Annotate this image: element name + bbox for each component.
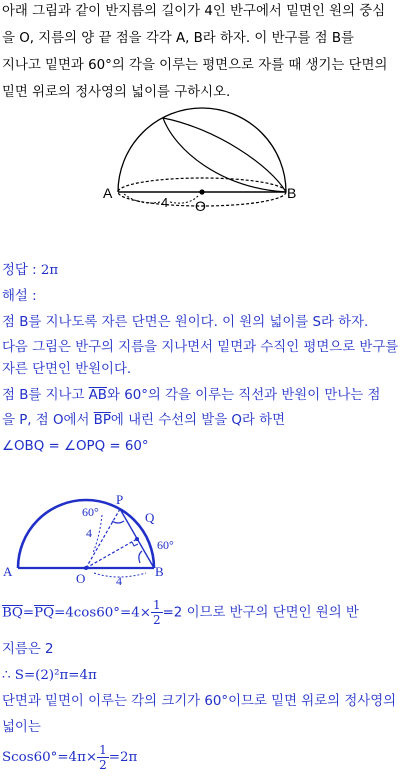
problem-line-1: 아래 그림과 같이 반지름의 길이가 4인 반구에서 밑면인 원의 중심 bbox=[2, 4, 386, 19]
label-4-base: 4 bbox=[116, 574, 122, 588]
semicircle-figure bbox=[0, 485, 400, 595]
label-o: O bbox=[195, 198, 206, 214]
label-60-right: 60° bbox=[157, 538, 174, 552]
problem-line-4: 밑면 위로의 정사영의 넓이를 구하시오. bbox=[2, 85, 231, 100]
label-60-top: 60° bbox=[82, 505, 99, 519]
fraction-half-1: $\frac{1}{2}$ bbox=[152, 598, 161, 627]
segment-bq: $\overline{BQ}$ bbox=[2, 605, 23, 621]
solution-line-2: 다음 그림은 반구의 지름을 지나면서 밑면과 수직인 평면으로 반구를 bbox=[2, 340, 399, 355]
solution-line-4: 점 B를 지나고 $\overline{AB}$와 60°의 각을 이루는 직선과 반원이 만나는 점 bbox=[2, 388, 381, 403]
label-p: P bbox=[116, 492, 124, 507]
answer-label: 정답 : bbox=[2, 263, 41, 278]
calc-line-4: 단면과 밑면이 이루는 각의 크기가 60°이므로 밑면 위로의 정사영의 bbox=[2, 694, 397, 709]
solution-line-6: ∠OBQ = ∠OPQ = 60° bbox=[2, 439, 149, 454]
fraction-half-2: $\frac{1}{2}$ bbox=[99, 743, 107, 772]
solution-line-5: 을 P, 점 O에서 $\overline{BP}$에 내린 수선의 발을 Q라 하면 bbox=[2, 413, 286, 428]
label-a: A bbox=[103, 185, 113, 201]
calc-line-1: $\overline{BQ}=\overline{PQ}=4\cos 60^\circ=4\times$ $\frac{1}{2}$ =2 이므로 반구의 단면인 원의 반 bbox=[2, 598, 359, 627]
answer-value: 2π bbox=[40, 263, 59, 278]
label-4-slant: 4 bbox=[86, 526, 92, 540]
answer-line bbox=[2, 261, 398, 281]
solution-line-1: 점 B를 지나도록 자른 단면은 원이다. 이 원의 넓이를 S라 하자. bbox=[2, 315, 369, 330]
label-o2: O bbox=[76, 571, 86, 586]
solution-header: 해설 : bbox=[2, 289, 37, 304]
hemisphere-figure bbox=[0, 110, 400, 225]
segment-bp: $\overline{BP}$ bbox=[93, 413, 111, 428]
solution-line-3: 자른 단면인 반원이다. bbox=[2, 362, 132, 377]
label-a2: A bbox=[3, 564, 13, 579]
problem-line-3: 지나고 밑면과 60°의 각을 이루는 평면으로 자를 때 생기는 단면의 bbox=[2, 58, 388, 73]
calc-line-5: 넓이는 bbox=[2, 720, 41, 735]
label-q: Q bbox=[145, 510, 155, 525]
problem-line-2: 을 O, 지름의 양 끝 점을 각각 A, B라 하자. 이 반구를 점 B를 bbox=[2, 31, 354, 46]
calc-line-6: Scos60°=4π× $\frac{1}{2}$ =2π bbox=[2, 743, 138, 772]
calc-line-2: 지름은 2 bbox=[2, 642, 54, 657]
segment-pq: $\overline{PQ}$ bbox=[34, 605, 55, 621]
calc-line-3: ∴ S=(2)²π=4π bbox=[2, 668, 97, 683]
segment-ab: $\overline{AB}$ bbox=[88, 388, 107, 403]
label-b: B bbox=[287, 185, 297, 201]
label-4: 4 bbox=[161, 195, 169, 210]
label-b2: B bbox=[155, 564, 164, 579]
